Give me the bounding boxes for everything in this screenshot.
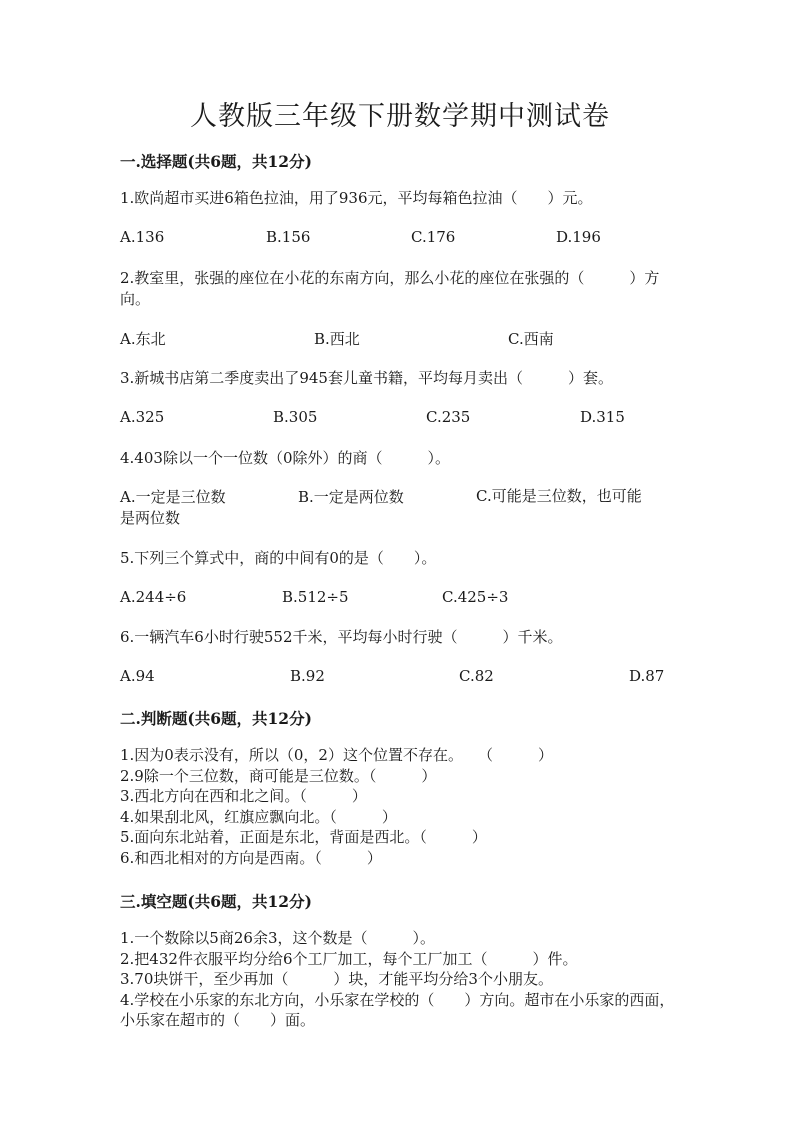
option-a: A.94: [120, 667, 155, 685]
option-c: C.可能是三位数，也可能: [476, 487, 642, 505]
list-item: 5.面向东北站着，正面是东北，背面是西北。（ ）: [120, 828, 487, 846]
list-item: 3.70块饼干，至少再加（ ）块，才能平均分给3个小朋友。: [120, 970, 553, 988]
section-heading-fill-blank: 三.填空题(共6题，共12分): [120, 892, 312, 911]
option-d: D.196: [556, 228, 601, 246]
option-c: C.235: [426, 408, 471, 426]
question-1: 1.欧尚超市买进6箱色拉油，用了936元，平均每箱色拉油（ ）元。: [120, 189, 593, 207]
options-q2: [120, 328, 680, 350]
option-b: B.西北: [314, 330, 360, 348]
option-c-continued: 是两位数: [120, 509, 181, 527]
question-4: 4.403除以一个一位数（0除外）的商（ ）。: [120, 449, 450, 467]
option-a: A.244÷6: [120, 588, 187, 606]
list-item: 4.学校在小乐家的东北方向，小乐家在学校的（ ）方向。超市在小乐家的西面，小乐家在超市的（ ）面。: [120, 990, 675, 1029]
option-c: C.425÷3: [442, 588, 509, 606]
question-3: 3.新城书店第二季度卖出了945套儿童书籍，平均每月卖出（ ）套。: [120, 369, 613, 387]
question-5: 5.下列三个算式中，商的中间有0的是（ ）。: [120, 549, 437, 567]
option-b: B.512÷5: [282, 588, 349, 606]
option-b: B.156: [266, 228, 311, 246]
list-item: 1.一个数除以5商26余3，这个数是（ ）。: [120, 929, 435, 947]
list-item: 1.因为0表示没有，所以（0，2）这个位置不存在。 （ ）: [120, 746, 553, 764]
option-b: B.一定是两位数: [298, 488, 404, 506]
option-c: C.176: [411, 228, 456, 246]
option-c: C.西南: [508, 330, 554, 348]
option-d: D.87: [629, 667, 665, 685]
list-item: 2.把432件衣服平均分给6个工厂加工，每个工厂加工（ ）件。: [120, 949, 578, 968]
judgement-list: [120, 745, 680, 868]
options-q3: [120, 408, 680, 430]
option-a: A.一定是三位数: [120, 488, 226, 506]
list-item: 6.和西北相对的方向是西南。（ ）: [120, 848, 382, 867]
option-c: C.82: [459, 667, 494, 685]
list-item: 2.9除一个三位数，商可能是三位数。（ ）: [120, 766, 437, 785]
section-heading-judgement: 二.判断题(共6题，共12分): [120, 709, 312, 728]
options-q1: [120, 228, 680, 250]
question-2: 2.教室里，张强的座位在小花的东南方向，那么小花的座位在张强的（ ）方向。: [120, 269, 660, 308]
options-q5: [120, 588, 680, 610]
options-q4: [120, 486, 680, 530]
option-a: A.东北: [120, 330, 166, 348]
option-d: D.315: [580, 408, 625, 426]
question-6: 6.一辆汽车6小时行驶552千米，平均每小时行驶（ ）千米。: [120, 628, 563, 646]
option-b: B.305: [273, 408, 318, 426]
option-a: A.325: [120, 408, 165, 426]
options-q6: [120, 667, 680, 689]
list-item: 3.西北方向在西和北之间。（ ）: [120, 787, 367, 805]
fill-blank-list: [120, 928, 680, 1031]
list-item: 4.如果刮北风，红旗应飘向北。（ ）: [120, 807, 397, 826]
section-heading-choice: 一.选择题(共6题，共12分): [120, 152, 312, 171]
page-title: 人教版三年级下册数学期中测试卷: [190, 101, 610, 132]
option-b: B.92: [290, 667, 325, 685]
option-a: A.136: [120, 228, 165, 246]
